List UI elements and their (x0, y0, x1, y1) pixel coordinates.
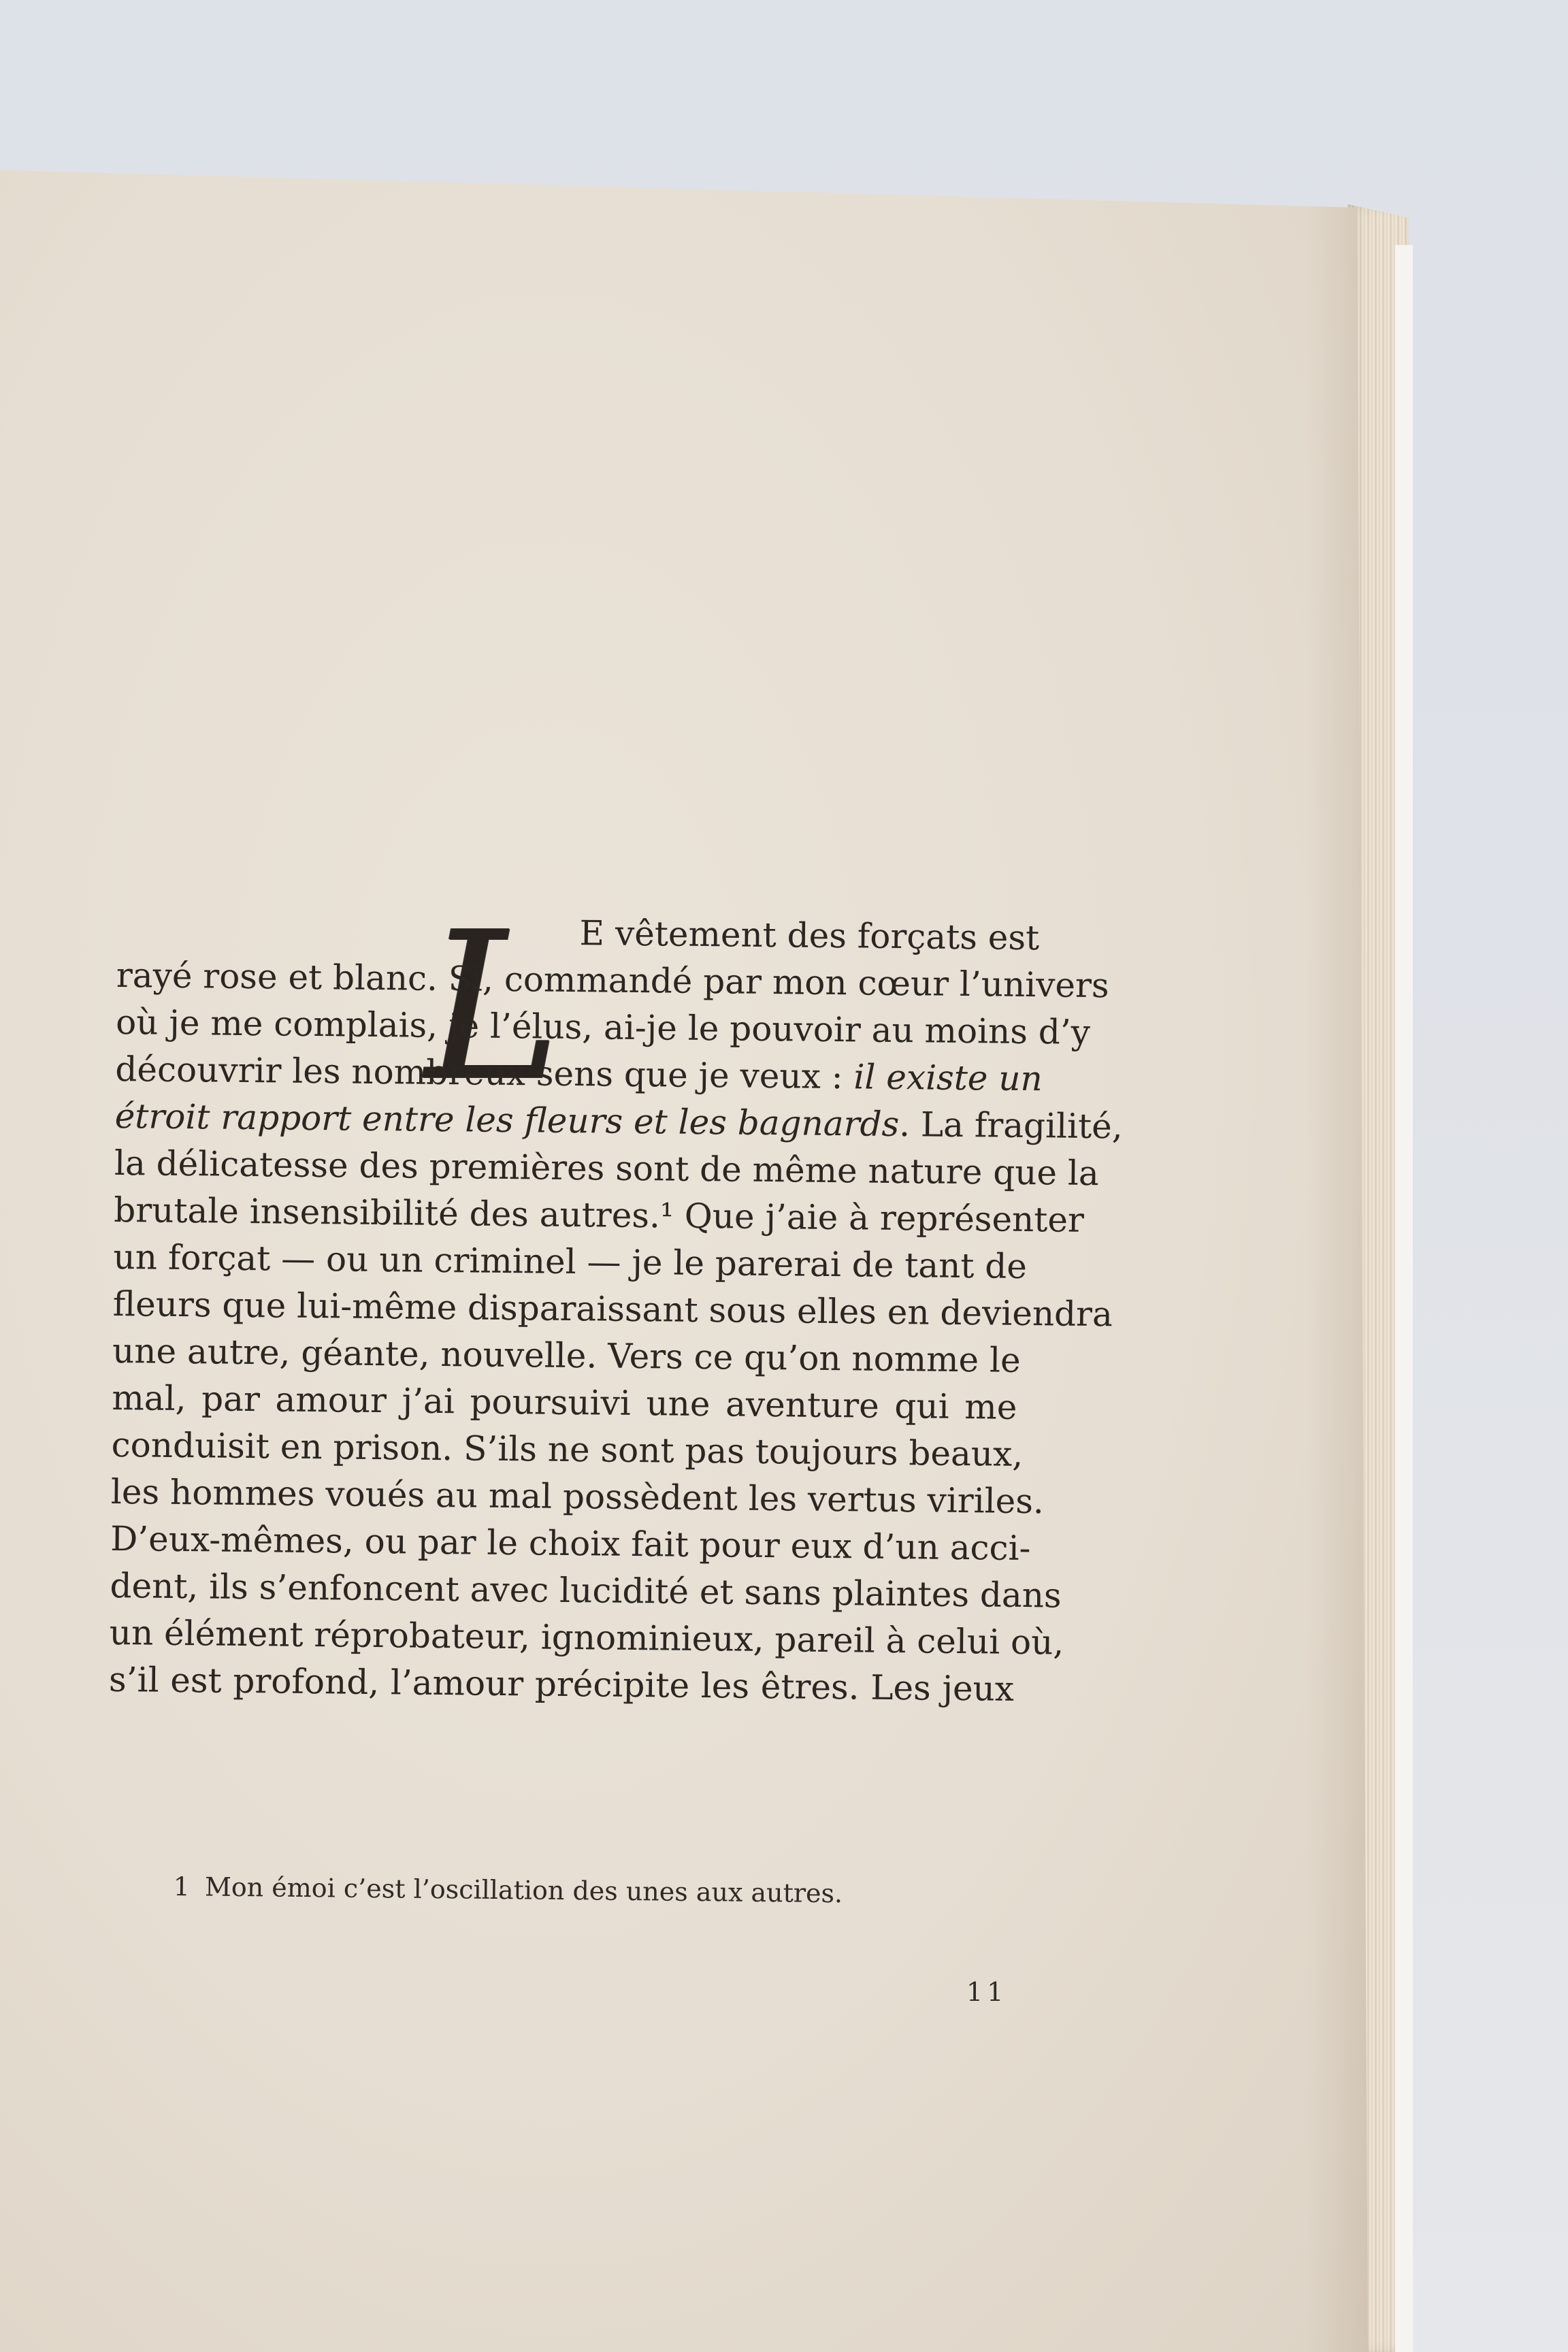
text-line: s’il est profond, l’amour précipite les êtres. Les jeux (108, 1659, 1015, 1709)
back-cover-edge (1395, 245, 1413, 2352)
body-text (108, 888, 1123, 1713)
drop-cap: L (425, 888, 561, 1126)
text-line: où je me complais, je l’élus, ai-je le pouvoir au moins d’y (115, 1002, 1091, 1052)
text-line: brutale insensibilité des autres.¹ Que j’aie à représenter (114, 1190, 1085, 1240)
footnote-number: 1 (173, 1872, 191, 1902)
text-line: E vêtement des forçats est (579, 913, 1040, 958)
text-line: mal, par amour j’ai poursuivi une aventure qui me (112, 1377, 1017, 1427)
footnote-text: Mon émoi c’est l’oscillation des unes aux autres. (204, 1872, 843, 1909)
text-line: dent, ils s’enfoncent avec lucidité et sans plaintes dans (110, 1565, 1062, 1616)
text-line: un forçat — ou un criminel — je le parerai de tant de (113, 1237, 1028, 1287)
text-line: étroit rapport entre les fleurs et les bagnards. La fragilité, (114, 1096, 1123, 1147)
italic-phrase: étroit rapport entre les fleurs et les bagnards (114, 1096, 900, 1145)
text-line: une autre, géante, nouvelle. Vers ce qu’on nomme le (112, 1330, 1021, 1380)
text-line: un élément réprobateur, ignominieux, pareil à celui où, (109, 1612, 1064, 1663)
page-number: 11 (966, 1977, 1008, 2007)
text-line: conduisit en prison. S’ils ne sont pas toujours beaux, (111, 1424, 1024, 1474)
text-line: D’eux-mêmes, ou par le choix fait pour eux d’un acci- (110, 1518, 1031, 1569)
italic-phrase: il existe un (853, 1057, 1043, 1099)
text-line: rayé rose et blanc. Si, commandé par mon cœur l’univers (116, 955, 1109, 1006)
text-line: fleurs que lui-même disparaissant sous elles en deviendra (112, 1284, 1113, 1335)
text-line: les hommes voués au mal possèdent les vertus viriles. (110, 1471, 1045, 1522)
text-line: découvrir les nombreux sens que je veux : il existe un (115, 1049, 1043, 1099)
text-line: la délicatesse des premières sont de même nature que la (114, 1143, 1100, 1194)
